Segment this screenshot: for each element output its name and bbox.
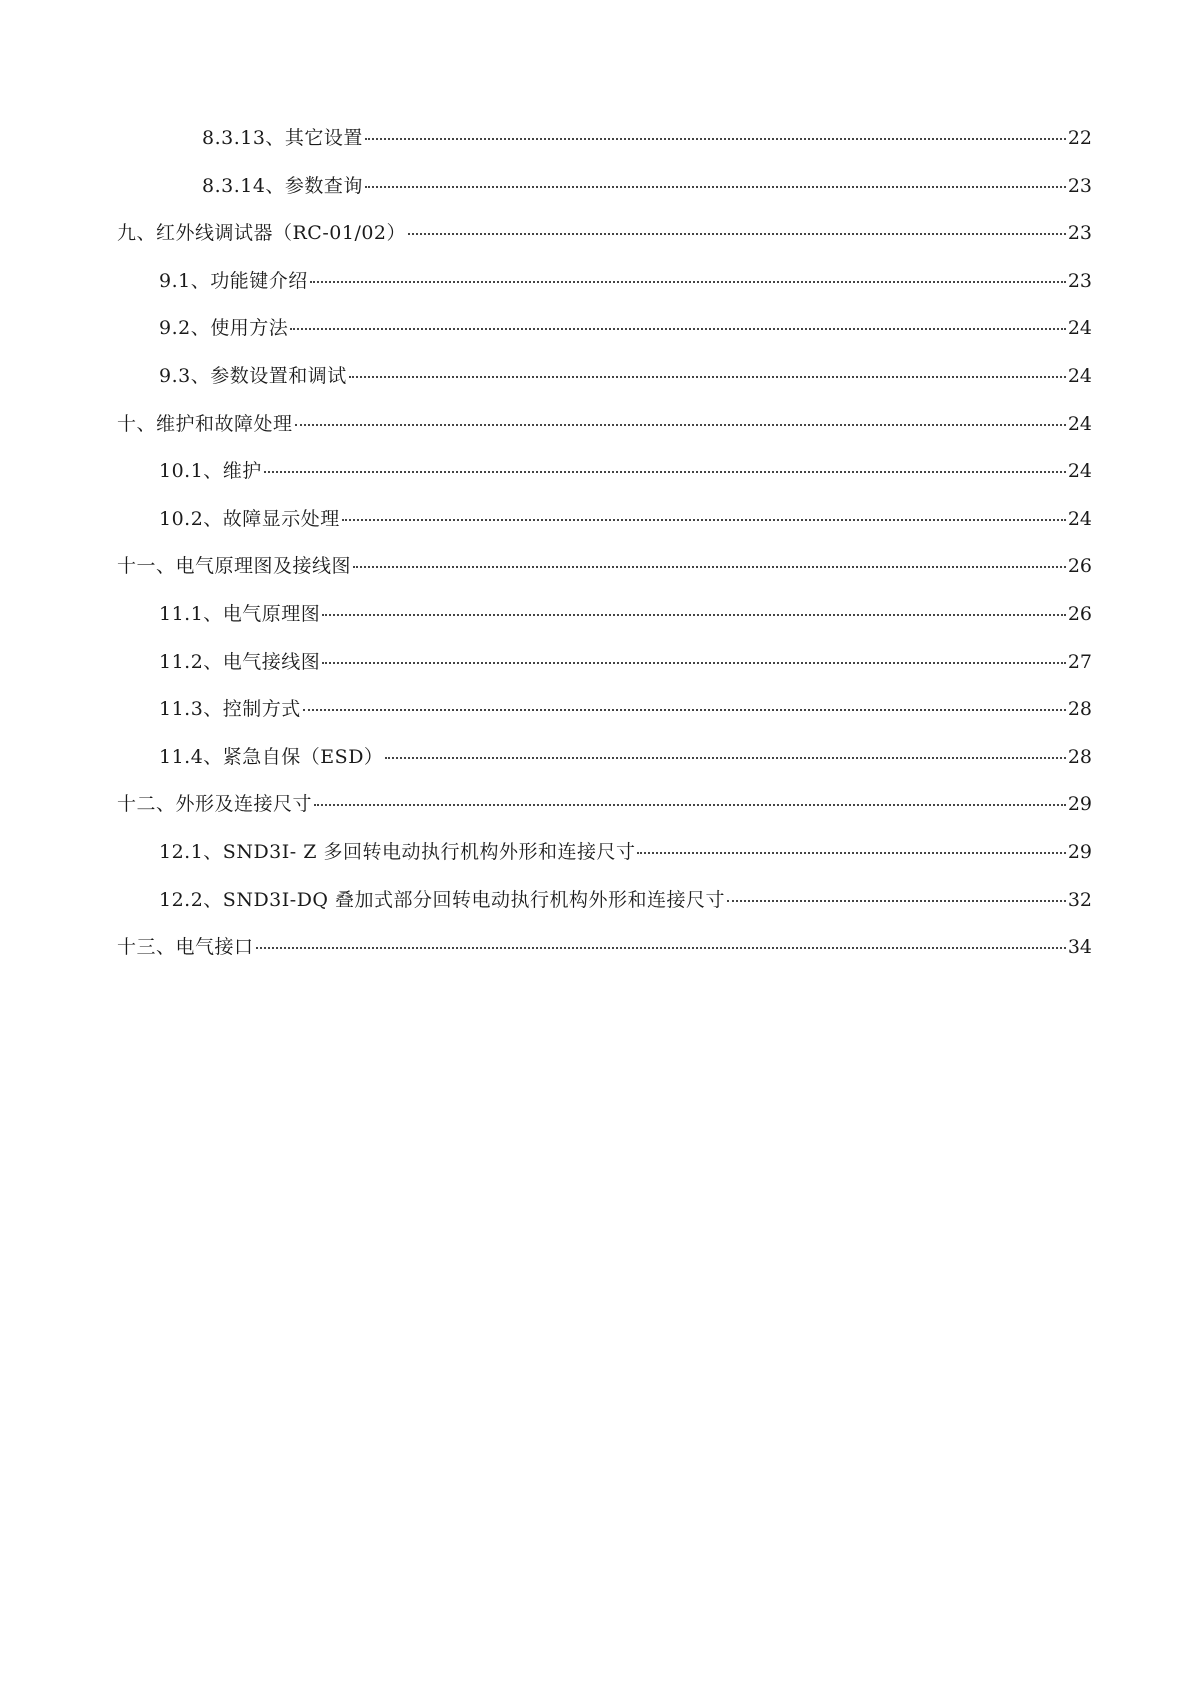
toc-entry-page-number: 29 <box>1067 793 1092 816</box>
toc-entry-page-number: 24 <box>1067 317 1092 340</box>
toc-dot-leader <box>303 709 1066 711</box>
toc-entry-page-number: 23 <box>1067 269 1092 292</box>
toc-entry-page-number: 24 <box>1067 412 1092 435</box>
toc-entry-title: 十二、外形及连接尺寸 <box>117 793 313 816</box>
toc-entry-title: 11.2、电气接线图 <box>159 650 321 673</box>
toc-entry-title: 十一、电气原理图及接线图 <box>117 555 352 578</box>
toc-entry[interactable] <box>117 218 1092 248</box>
toc-dot-leader <box>322 614 1066 616</box>
toc-entry-title: 九、红外线调试器（RC-01/02） <box>117 222 407 245</box>
toc-entry-page-number: 23 <box>1067 222 1092 245</box>
toc-entry-title: 8.3.13、其它设置 <box>202 127 363 149</box>
toc-entry[interactable] <box>159 599 1092 629</box>
toc-entry[interactable] <box>159 647 1092 677</box>
toc-entry-title: 11.1、电气原理图 <box>159 603 321 625</box>
toc-entry[interactable] <box>117 932 1092 962</box>
toc-entry-title: 8.3.14、参数查询 <box>202 174 363 197</box>
toc-entry-page-number: 26 <box>1067 555 1092 578</box>
toc-dot-leader <box>365 138 1066 140</box>
toc-entry[interactable] <box>159 266 1092 296</box>
toc-entry-page-number: 23 <box>1067 174 1092 197</box>
toc-entry[interactable] <box>202 171 1092 201</box>
toc-entry-page-number: 24 <box>1067 460 1092 483</box>
toc-entry-title: 10.2、故障显示处理 <box>159 507 340 530</box>
toc-entry[interactable] <box>117 551 1092 581</box>
toc-entry-page-number: 32 <box>1067 888 1092 911</box>
toc-dot-leader <box>385 757 1065 759</box>
toc-entry-title: 9.1、功能键介绍 <box>159 269 308 292</box>
toc-entry-title: 9.3、参数设置和调试 <box>159 365 347 387</box>
toc-entry[interactable] <box>117 409 1092 439</box>
toc-entry[interactable] <box>117 789 1092 819</box>
toc-dot-leader <box>353 566 1066 568</box>
toc-entry-title: 10.1、维护 <box>159 460 262 483</box>
toc-entry-title: 12.2、SND3I-DQ 叠加式部分回转电动执行机构外形和连接尺寸 <box>159 888 726 911</box>
toc-entry-page-number: 26 <box>1067 603 1092 625</box>
toc-entry[interactable] <box>159 742 1092 772</box>
toc-dot-leader <box>349 376 1066 378</box>
toc-entry-title: 11.4、紧急自保（ESD） <box>159 745 384 768</box>
toc-entry-page-number: 24 <box>1067 507 1092 530</box>
toc-entry[interactable] <box>159 885 1092 915</box>
toc-dot-leader <box>264 471 1066 473</box>
toc-dot-leader <box>342 519 1066 521</box>
toc-dot-leader <box>295 424 1066 426</box>
toc-entry-page-number: 27 <box>1067 650 1092 673</box>
toc-entry[interactable] <box>159 456 1092 486</box>
toc-entry-title: 9.2、使用方法 <box>159 317 289 340</box>
toc-entry[interactable] <box>159 504 1092 534</box>
toc-dot-leader <box>256 947 1066 949</box>
toc-entry[interactable] <box>202 123 1092 153</box>
toc-entry[interactable] <box>159 361 1092 391</box>
toc-entry-page-number: 22 <box>1067 127 1092 149</box>
toc-entry-page-number: 28 <box>1067 745 1092 768</box>
toc-dot-leader <box>290 328 1066 330</box>
toc-entry-title: 十三、电气接口 <box>117 936 254 959</box>
toc-entry[interactable] <box>159 694 1092 724</box>
toc-dot-leader <box>408 233 1066 235</box>
toc-dot-leader <box>727 900 1066 902</box>
toc-entry[interactable] <box>159 837 1092 867</box>
toc-entry-page-number: 28 <box>1067 698 1092 721</box>
toc-entry-title: 12.1、SND3I- Z 多回转电动执行机构外形和连接尺寸 <box>159 841 636 863</box>
toc-entry-page-number: 29 <box>1067 841 1092 863</box>
toc-entry-page-number: 24 <box>1067 365 1092 387</box>
toc-dot-leader <box>637 852 1065 854</box>
toc-entry-title: 十、维护和故障处理 <box>117 412 293 435</box>
toc-dot-leader <box>322 662 1066 664</box>
toc-entry[interactable] <box>159 313 1092 343</box>
toc-dot-leader <box>365 186 1066 188</box>
toc-dot-leader <box>314 804 1066 806</box>
toc-dot-leader <box>310 281 1066 283</box>
toc-entry-title: 11.3、控制方式 <box>159 698 301 721</box>
toc-entry-page-number: 34 <box>1067 936 1092 959</box>
